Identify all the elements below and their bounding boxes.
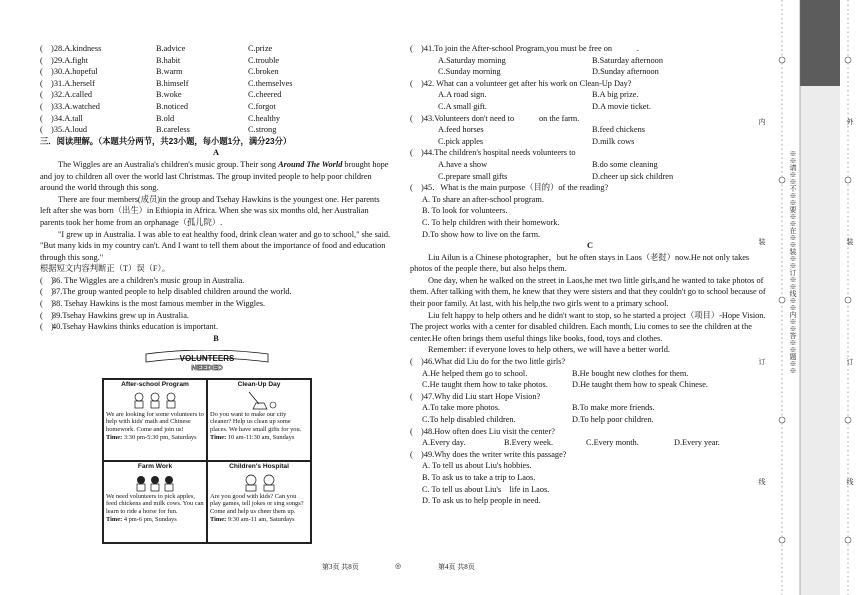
q49-option-b: B. To ask us to take a trip to Laos.: [422, 472, 536, 482]
q42-options-row1: A.A road sign. B.A big prize.: [438, 90, 639, 100]
binding-margin: [770, 0, 860, 595]
passage-b-label: B: [213, 333, 219, 343]
cloze-option-row: [40, 89, 392, 101]
cell-text: Are you good with kids? Can you play games, tell jokes or sing songs? Come and help us cheer them up.: [210, 492, 304, 515]
cell-text: We are looking for some volunteers to help with kids' math and Chinese homework. Come and join us!: [106, 410, 204, 433]
inner-word-4: 线: [758, 478, 766, 485]
center-mark: ◎: [395, 562, 402, 570]
option-text: B.old: [156, 113, 175, 123]
option-text: B.woke: [156, 90, 182, 100]
cloze-options: [40, 43, 392, 136]
question-45: ( )45．What is the main purpose（目的）of the reading?: [410, 183, 609, 193]
q45-option-c: C. To help children with their homework.: [422, 217, 560, 227]
kids-homework-illustration: [125, 390, 185, 410]
option-text: C.strong: [248, 125, 277, 135]
passage-a-p2: There are four members(成员)in the group and Tsehay Hawkins is the youngest one. Her parents left after she was born（出生）in Ethiopia in Africa. When she was six months old, her Australian parents took her home from an orphanage（孤儿院）.: [40, 194, 380, 227]
cell-heading: After-school Program: [121, 381, 189, 389]
tf-question: ( ) 38. Tsehay Hawkins is the most famous member in the Wiggles.: [40, 299, 266, 309]
broom-cleaning-illustration: [229, 390, 289, 410]
section-heading: 三．阅读理解。（本题共分两节，共23小题，每小题1分，满分23分）: [40, 135, 292, 146]
option-text: ( )29.A.fight: [40, 55, 88, 65]
cloze-option-row: [40, 55, 392, 67]
q49-option-a: A. To tell us about Liu's hobbies.: [422, 461, 532, 471]
q49-option-d: D. To ask us to help people in need.: [422, 496, 541, 506]
volunteers-needed-banner: [142, 350, 272, 372]
option-text: B.himself: [156, 78, 189, 88]
page-number-left: 第3页 共8页: [322, 563, 359, 571]
q41-options-row1: A.Saturday morning B.Saturday afternoon: [438, 55, 663, 65]
banner-line2: NEEDED: [191, 363, 223, 373]
outer-word-2: 装: [846, 238, 854, 245]
tf-questions: [40, 275, 392, 333]
left-column: [40, 43, 392, 544]
option-text: C.healthy: [248, 113, 281, 123]
tf-question: ( ) 40.Tsehay Hawkins thinks education is important.: [40, 322, 219, 332]
cell-clean-up-day: [207, 379, 311, 461]
option-text: B.warm: [156, 67, 183, 77]
cloze-option-row: [40, 66, 392, 78]
q46-options-row1: A.He helped them go to school. B.He bought new clothes for them.: [422, 368, 689, 378]
q45-option-d: D.To show how to live on the farm.: [422, 229, 541, 239]
option-text: ( )33.A.watched: [40, 101, 100, 111]
cell-text: We need volunteers to pick apples, feed chickens and milk cows. You can learn to ride a horse for fun.: [106, 492, 204, 515]
banner-line1: VOLUNTEERS: [179, 354, 235, 364]
passage-a-label: A: [213, 148, 219, 158]
notice-grid: [102, 378, 312, 544]
page-number-right: 第4页 共8页: [438, 563, 475, 571]
tf-question: ( ) 37.The group wanted people to help disabled children around the world.: [40, 287, 292, 297]
option-text: ( )28.A.kindness: [40, 44, 102, 53]
option-text: C.broken: [248, 67, 279, 77]
binding-notice: ※※请※※不※※要※※在※※装※※订※※线※※内※※答※※题※※: [789, 150, 797, 374]
tf-instruction: 根据短文内容判断正（T）误（F）。: [40, 264, 170, 274]
cell-farm-work: [103, 461, 207, 543]
cell-heading: Clean-Up Day: [237, 381, 281, 389]
inner-word-2: 装: [758, 238, 766, 245]
option-text: B.careless: [156, 125, 190, 135]
farm-animals-illustration: [125, 472, 185, 492]
question-44: ( )44.The children's hospital needs volunteers to: [410, 148, 576, 158]
passage-c-p2: One day, when he walked on the street in Laos,he met two little girls,and he wanted to take photos of them. After talking with them, he knew that they were sisters and that they couldn't go to school because of their poor family. At last, with his help,the two girls went to a primary school.: [410, 275, 766, 309]
outer-word-3: 订: [846, 358, 854, 365]
cell-time: Time: 4 pm-6 pm, Sundays: [106, 516, 177, 524]
question-41: ( )41.To join the After-school Program,you must be free on .: [410, 44, 639, 53]
q43-options-row2: C.pick apples D.milk cows: [438, 136, 635, 146]
tf-question: ( ) 36. The Wiggles are a children's music group in Australia.: [40, 275, 245, 285]
q44-options-row2: C.prepare small gifts D.cheer up sick children: [438, 171, 674, 181]
cloze-option-row: [40, 43, 392, 55]
option-text: C.trouble: [248, 55, 280, 65]
passage-c-p3: Liu felt happy to help others and he didn't want to stop, so he started a project（项目）-Hope Vision. The project works with a center for disabled children. Each month, Liu comes to see the children at the center.He often brings them useful things like books, food, toys and clothes.: [410, 310, 766, 343]
option-text: ( )35.A.loud: [40, 125, 88, 135]
q47-options-row1: A.To take more photos. B.To make more friends.: [422, 403, 655, 413]
passage-c-p4: Remember: if everyone loves to help others, we will have a better world.: [428, 345, 670, 355]
q45-option-b: B. To look for volunteers.: [422, 206, 508, 216]
passage-c-p1: Liu Ailun is a Chinese photographer，but he often stays in Laos（老挝）now.He not only takes photos of the people there, but also helps them.: [410, 252, 750, 274]
outer-word-1: 外: [846, 118, 854, 125]
passage-a-p1: The Wiggles are an Australia's children's music group. Their song Around The World brought hope and joy to children all over the world last Christmas. The group invited people to help poor children around the world through this song.: [40, 159, 389, 193]
cloze-option-row: [40, 78, 392, 90]
cell-after-school: [103, 379, 207, 461]
cell-text: Do you want to make our city cleaner? Help us clean up some places. We have small gifts for you.: [210, 410, 302, 433]
option-text: B.advice: [156, 44, 186, 53]
option-text: B.noticed: [156, 101, 189, 111]
cell-heading: Children's Hospital: [229, 463, 289, 471]
q47-options-row2: C.To help disabled children. D.To help poor children.: [422, 415, 654, 424]
q48-options: A.Every day. B.Every week. C.Every month. D.Every year.: [422, 438, 720, 448]
q44-options-row1: A.have a show B.do some cleaning: [438, 159, 658, 169]
cell-heading: Farm Work: [137, 463, 173, 471]
cloze-option-row: [40, 113, 392, 125]
question-47: ( )47.Why did Liu start Hope Vision?: [410, 391, 541, 401]
cell-time: Time: 10 am-11:30 am, Sundays: [210, 434, 295, 442]
option-text: ( )30.A.hopeful: [40, 67, 98, 77]
option-text: B.habit: [156, 55, 181, 65]
q49-option-c: C. To tell us about Liu's life in Laos.: [422, 484, 550, 494]
cell-time: Time: 3:30 pm-5:30 pm, Saturdays: [106, 434, 197, 442]
cloze-option-row: [40, 124, 392, 136]
hospital-kids-illustration: [229, 472, 289, 492]
q43-options-row1: A.feed horses B.feed chickens: [438, 125, 645, 135]
outer-word-4: 线: [846, 478, 854, 485]
q42-options-row2: C.A small gift. D.A movie ticket.: [438, 101, 651, 111]
volunteer-notice: [102, 348, 312, 544]
q46-options-row2: C.He taught them how to take photos. D.He taught them how to speak Chinese.: [422, 380, 708, 390]
cell-time: Time: 9:30 am-11 am, Saturdays: [210, 516, 295, 524]
passage-a-p3: "I grew up in Australia. I was able to eat healthy food, drink clean water and go to school," she said. "But many kids in my country can't. And I want to tell them about the importance of food and education through this song.": [40, 229, 391, 262]
question-42: ( )42. What can a volunteer get after his work on Clean-Up Day?: [410, 78, 632, 88]
q45-option-a: A. To share an after-school program.: [422, 194, 544, 204]
cell-childrens-hospital: [207, 461, 311, 543]
option-text: C.cheered: [248, 90, 282, 100]
question-43: ( )43.Volunteers don't need to on the farm.: [410, 113, 580, 123]
passage-c-label: C: [587, 241, 593, 251]
cloze-option-row: [40, 101, 392, 113]
inner-word-3: 订: [758, 358, 766, 365]
question-49: ( )49.Why does the writer write this passage?: [410, 449, 567, 459]
option-text: ( )31.A.herself: [40, 78, 95, 88]
option-text: C.forgot: [248, 101, 276, 111]
option-text: C.themselves: [248, 78, 293, 88]
inner-word-1: 内: [758, 118, 766, 125]
option-text: C.prize: [248, 44, 273, 53]
right-column: [410, 43, 770, 507]
option-text: ( )32.A.called: [40, 90, 93, 100]
q41-options-row2: C.Sunday morning D.Sunday afternoon: [438, 67, 659, 77]
option-text: ( )34.A.tall: [40, 113, 83, 123]
tf-question: ( ) 39.Tsehay Hawkins grew up in Australia.: [40, 310, 189, 320]
question-46: ( )46.What did Liu do for the two little girls?: [410, 357, 566, 367]
question-48: ( )48.How often does Liu visit the center?: [410, 426, 555, 436]
